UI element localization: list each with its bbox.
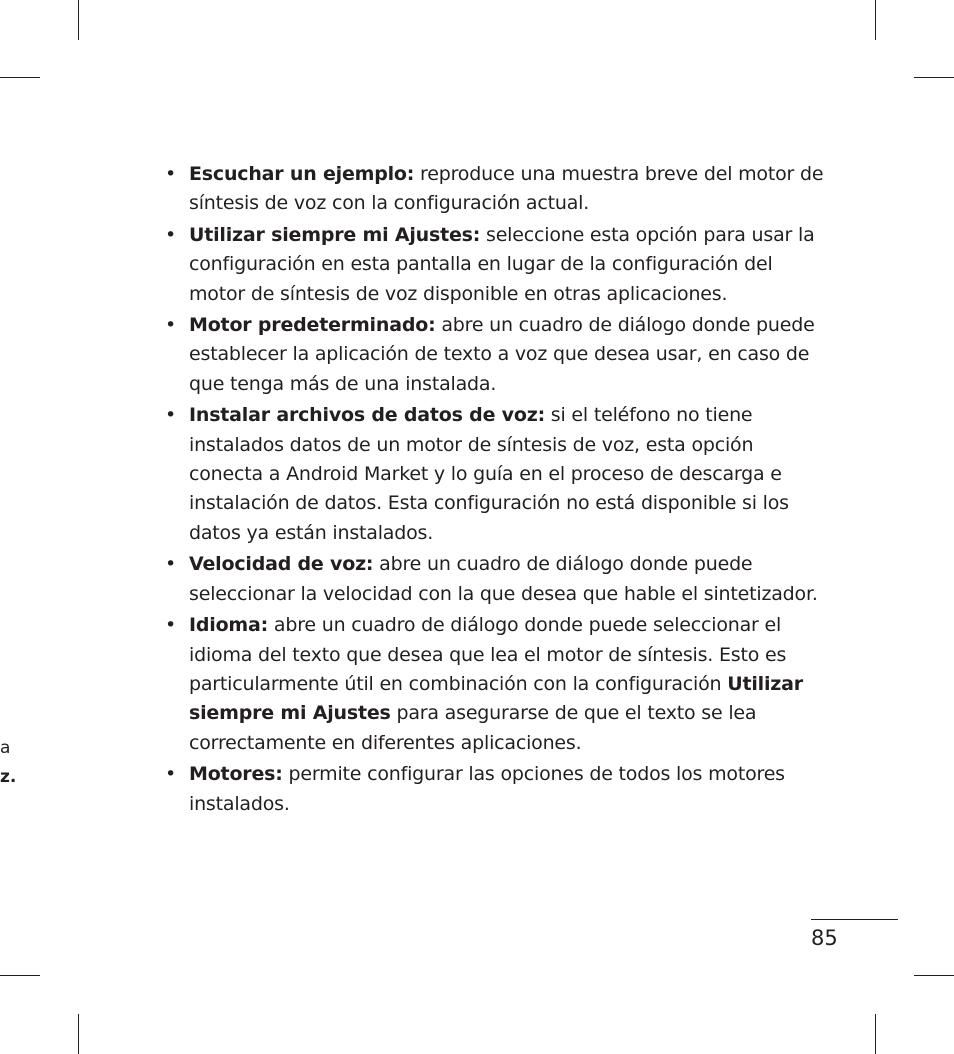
item-text: reproduce una muestra breve del motor de síntesis de voz con la configuración actual. <box>189 163 824 215</box>
bleed-text-z-letter: z <box>0 767 10 787</box>
item-term: Idioma: <box>189 614 269 637</box>
page-content <box>163 160 828 821</box>
item-term-inline: Utilizar siempre mi Ajustes <box>189 672 803 725</box>
item-term: Motor predeterminado: <box>189 314 436 337</box>
settings-list <box>163 160 828 819</box>
page-number: 85 <box>811 926 838 950</box>
item-text: seleccione esta opción para usar la configuración en esta pantalla en lugar de la configuración del motor de síntesis de voz disponible en otras aplicaciones. <box>189 223 815 305</box>
bullet: • <box>165 163 177 185</box>
crop-mark-bottom-right-v <box>875 1014 876 1054</box>
bleed-text-z: z. <box>0 767 17 787</box>
list-item <box>163 760 828 819</box>
item-term: Instalar archivos de datos de voz: <box>189 404 545 427</box>
bullet: • <box>165 763 177 786</box>
list-item <box>163 550 828 609</box>
bullet: • <box>165 314 177 337</box>
list-item <box>163 611 828 758</box>
item-text: si el teléfono no tiene instalados datos de un motor de síntesis de voz, esta opción conecta a Android Market y lo guía en el proceso de descarga e instalación de datos. Esta configuración no está disponible si los datos ya están instalados. <box>189 404 789 544</box>
list-item <box>163 311 828 399</box>
item-text: abre un cuadro de diálogo donde puede seleccionar la velocidad con la que desea que hable el sintetizador. <box>189 553 818 605</box>
crop-mark-top-left-v <box>78 0 79 40</box>
page-number-rule <box>811 919 898 920</box>
item-term: Utilizar siempre mi Ajustes: <box>189 223 481 246</box>
crop-mark-bottom-right-h <box>914 975 954 976</box>
crop-mark-bottom-left-v <box>78 1014 79 1054</box>
list-item <box>163 160 828 219</box>
crop-mark-top-left-h <box>0 77 40 78</box>
crop-mark-top-right-v <box>875 0 876 40</box>
crop-mark-bottom-left-h <box>0 975 40 976</box>
list-item <box>163 221 828 309</box>
bullet: • <box>165 223 177 246</box>
item-text: abre un cuadro de diálogo donde puede seleccionar el idioma del texto que desea que lea el motor de síntesis. Esto es particularmente útil en combinación con la configuración <box>189 614 787 695</box>
crop-mark-top-right-h <box>914 77 954 78</box>
item-term: Motores: <box>189 763 283 786</box>
item-term: Escuchar un ejemplo: <box>189 163 415 185</box>
item-text: permite configurar las opciones de todos los motores instalados. <box>189 763 785 815</box>
item-text: abre un cuadro de diálogo donde puede establecer la aplicación de texto a voz que desea usar, en caso de que tenga más de una instalada. <box>189 314 815 395</box>
bullet: • <box>165 614 177 637</box>
bullet: • <box>165 404 177 427</box>
list-item <box>163 401 828 548</box>
item-term: Velocidad de voz: <box>189 553 374 576</box>
item-text-continued: para asegurarse de que el texto se lea correctamente en diferentes aplicaciones. <box>189 702 757 754</box>
bullet: • <box>165 553 177 576</box>
bleed-text-a: a <box>0 738 11 758</box>
